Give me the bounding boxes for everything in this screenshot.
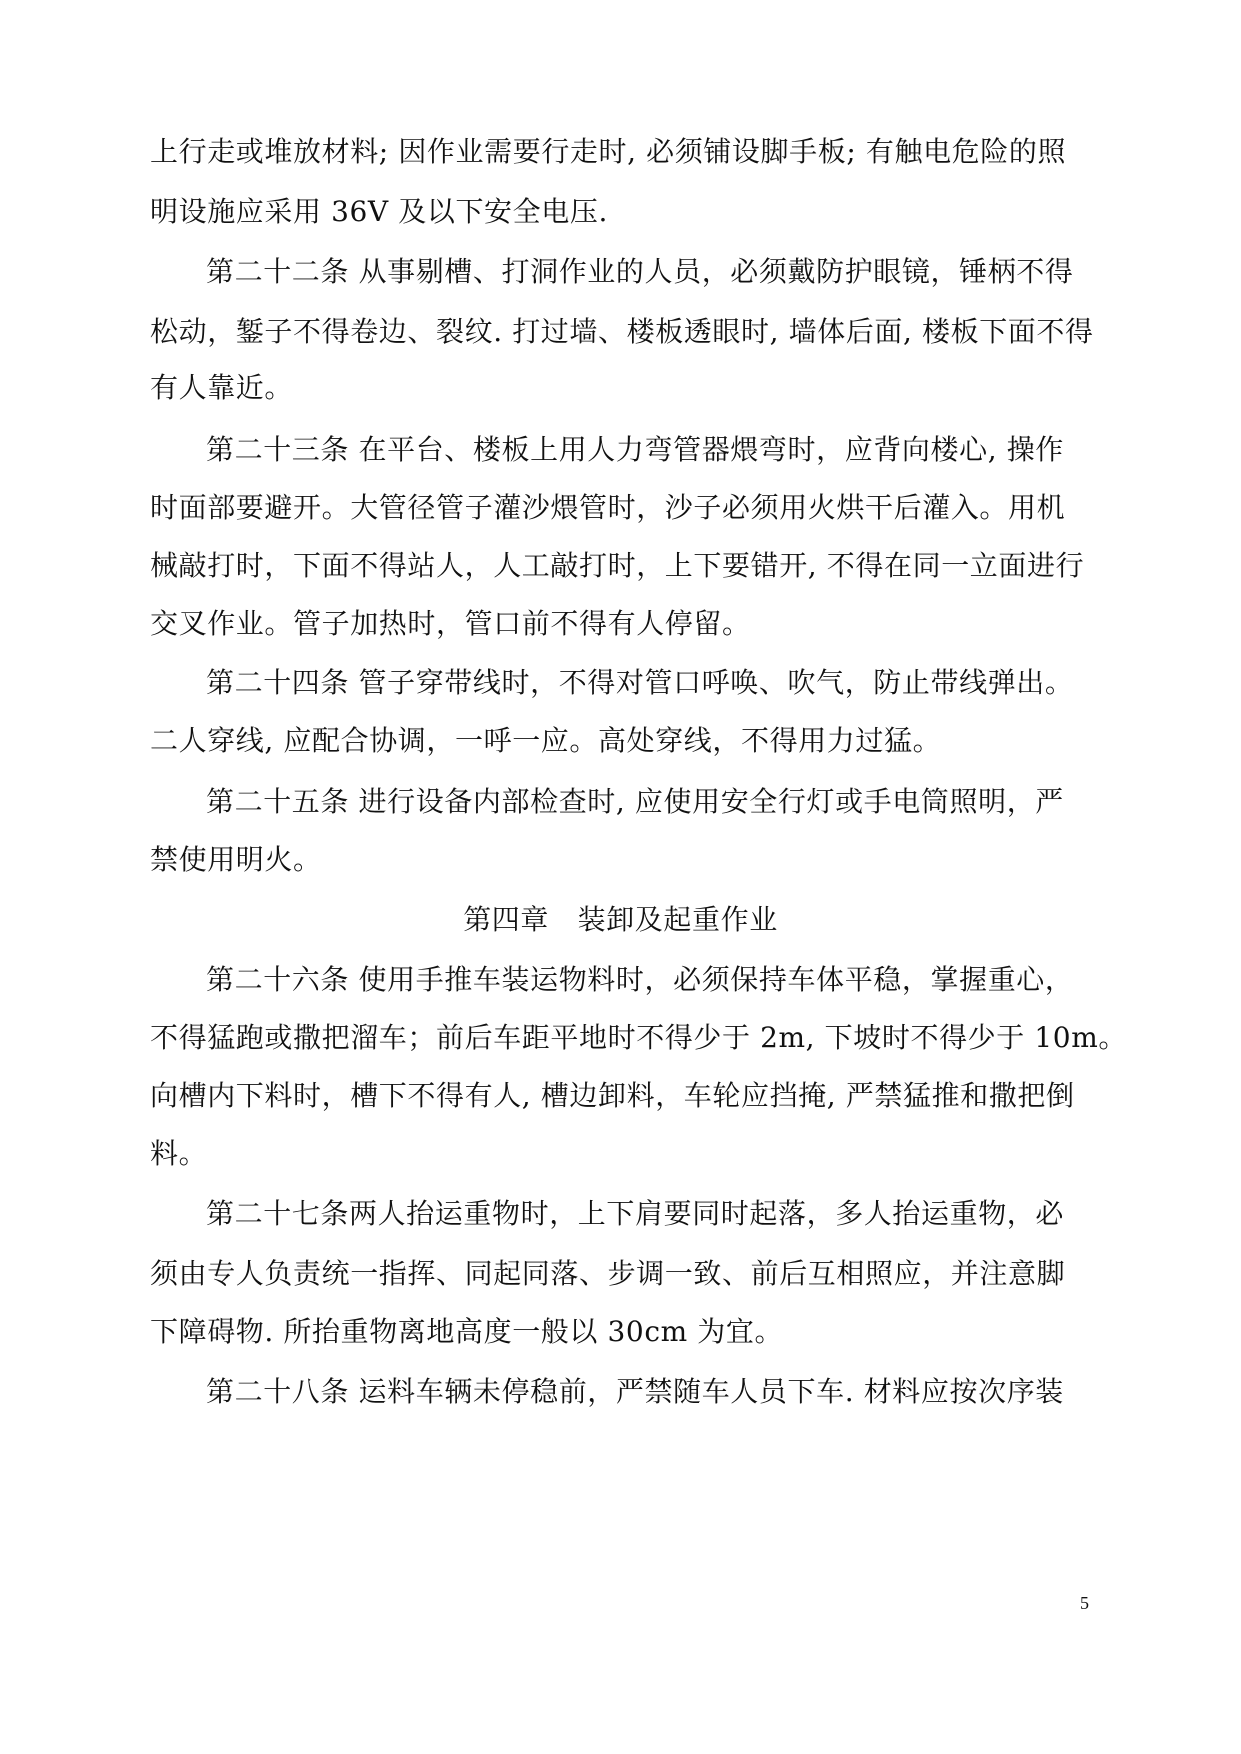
- text-line: 上行走或堆放材料; 因作业需要行走时, 必须铺设脚手板; 有触电危险的照: [150, 135, 1067, 168]
- text-line: 松动，錾子不得卷边、裂纹. 打过墙、楼板透眼时, 墙体后面, 楼板下面不得: [150, 315, 1094, 348]
- article-26-line: 第二十六条 使用手推车装运物料时，必须保持车体平稳，掌握重心，: [206, 963, 1074, 996]
- text-line: 时面部要避开。大管径管子灌沙煨管时，沙子必须用火烘干后灌入。用机: [150, 491, 1066, 524]
- text-line: 明设施应采用 36V 及以下安全电压.: [150, 195, 608, 228]
- article-23-line: 第二十三条 在平台、楼板上用人力弯管器煨弯时，应背向楼心, 操作: [206, 433, 1064, 466]
- text-line: 向槽内下料时，槽下不得有人, 槽边卸料，车轮应挡掩, 严禁猛推和撒把倒: [150, 1079, 1075, 1112]
- page-number: 5: [1080, 1593, 1089, 1613]
- text-line: 交叉作业。管子加热时，管口前不得有人停留。: [150, 607, 751, 640]
- text-line: 械敲打时，下面不得站人，人工敲打时，上下要错开, 不得在同一立面进行: [150, 549, 1085, 582]
- article-27-line: 第二十七条两人抬运重物时，上下肩要同时起落，多人抬运重物，必: [206, 1197, 1065, 1230]
- text-line: 二人穿线, 应配合协调，一呼一应。高处穿线，不得用力过猛。: [150, 724, 942, 757]
- article-25-line: 第二十五条 进行设备内部检查时, 应使用安全行灯或手电筒照明，严: [206, 785, 1064, 818]
- text-line: 禁使用明火。: [150, 843, 322, 876]
- text-line: 须由专人负责统一指挥、同起同落、步调一致、前后互相照应，并注意脚: [150, 1257, 1066, 1290]
- article-24-line: 第二十四条 管子穿带线时，不得对管口呼唤、吹气，防止带线弹出。: [206, 666, 1074, 699]
- text-line: 料。: [150, 1137, 208, 1170]
- chapter-heading: 第四章 装卸及起重作业: [463, 903, 778, 936]
- text-line: 下障碍物. 所抬重物离地高度一般以 30cm 为宜。: [150, 1315, 784, 1348]
- text-line: 不得猛跑或撒把溜车；前后车距平地时不得少于 2m, 下坡时不得少于 10m。: [150, 1021, 1127, 1054]
- article-22-line: 第二十二条 从事剔槽、打洞作业的人员，必须戴防护眼镜，锤柄不得: [206, 255, 1074, 288]
- article-28-line: 第二十八条 运料车辆未停稳前，严禁随车人员下车. 材料应按次序装: [206, 1375, 1064, 1408]
- text-line: 有人靠近。: [150, 371, 294, 404]
